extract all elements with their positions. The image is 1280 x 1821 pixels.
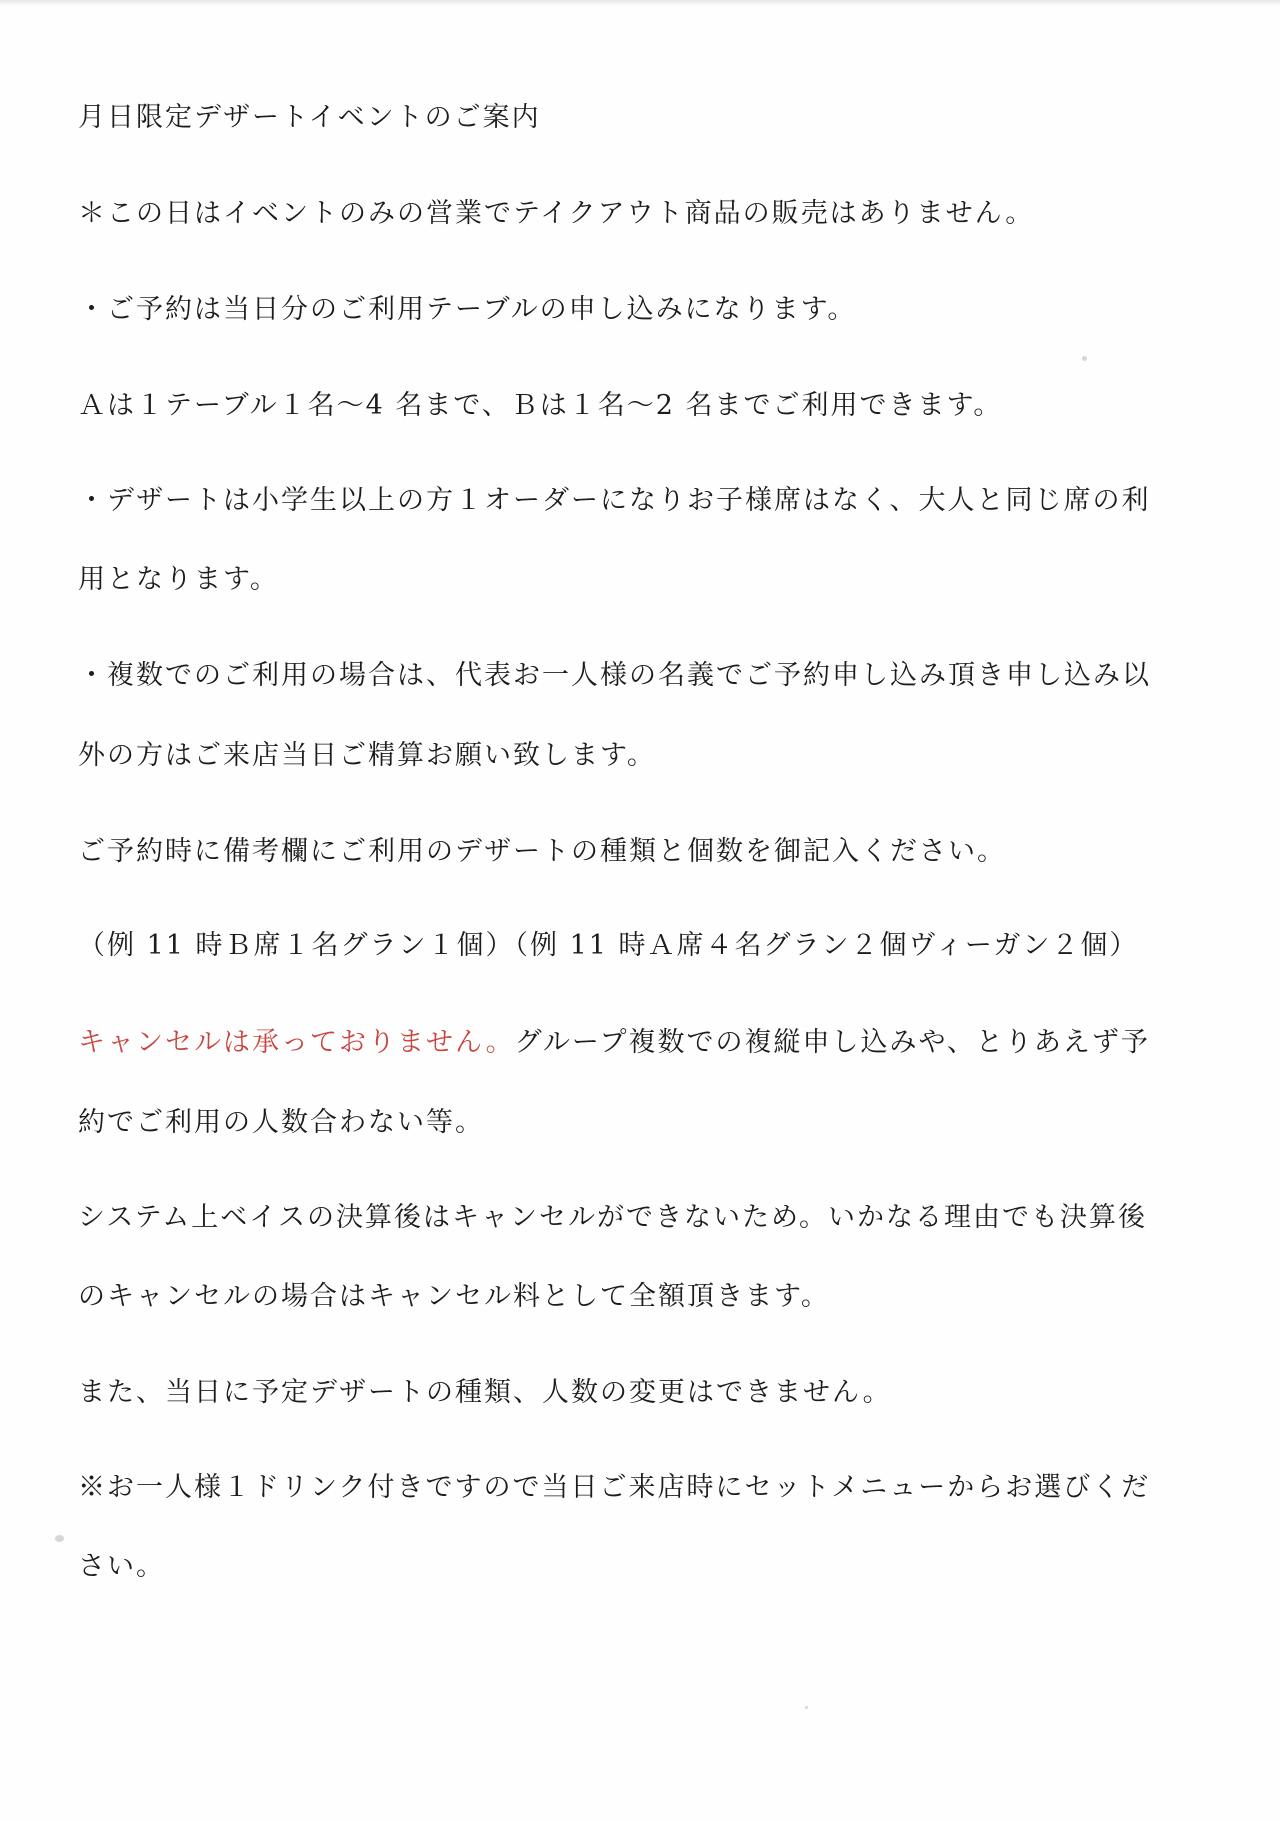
remarks-instruction: ご予約時に備考欄にご利用のデザートの種類と個数を御記入ください。 [78, 836, 1006, 867]
table-capacity: Ａは１テーブル１名〜4 名まで、Ｂは１名〜2 名までご利用できます。 [78, 390, 1003, 421]
cancel-policy-line-2: 約でご利用の人数合わない等。 [78, 1107, 484, 1138]
group-booking-line-1: ・複数でのご利用の場合は、代表お一人様の名義でご予約申し込み頂き申し込み以 [78, 660, 1151, 691]
scan-speck [1082, 356, 1087, 361]
order-example: （例 11 時Ｂ席１名グラン１個）（例 11 時Ａ席４名グラン２個ヴィーガン２個） [78, 930, 1139, 961]
drink-line-2: さい。 [78, 1551, 165, 1582]
system-line-2: のキャンセルの場合はキャンセル料として全額頂きます。 [78, 1281, 830, 1312]
document-title: 月日限定デザートイベントのご案内 [78, 102, 541, 133]
scan-speck [55, 1535, 64, 1542]
notice-takeout: ＊この日はイベントのみの営業でテイクアウト商品の販売はありません。 [78, 198, 1035, 229]
scan-speck [805, 1706, 808, 1709]
scan-edge [0, 0, 1280, 6]
system-line-1: システム上ベイスの決算後はキャンセルができないため。いかなる理由でも決算後 [78, 1202, 1147, 1233]
cancel-policy-line-1 [78, 1023, 1150, 1063]
reservation-info: ・ご予約は当日分のご利用テーブルの申し込みになります。 [78, 294, 857, 325]
dessert-order-line-1: ・デザートは小学生以上の方１オーダーになりお子様席はなく、大人と同じ席の利 [78, 485, 1151, 516]
cancel-detail: グループ複数での複縦申し込みや、とりあえず予 [514, 1027, 1150, 1058]
drink-line-1: ※お一人様１ドリンク付きですので当日ご来店時にセットメニューからお選びくだ [78, 1472, 1151, 1503]
group-booking-line-2: 外の方はご来店当日ご精算お願い致します。 [78, 740, 656, 771]
no-change-notice: また、当日に予定デザートの種類、人数の変更はできません。 [78, 1377, 892, 1408]
cancel-notice: キャンセルは承っておりません。 [78, 1027, 515, 1058]
dessert-order-line-2: 用となります。 [78, 564, 279, 595]
